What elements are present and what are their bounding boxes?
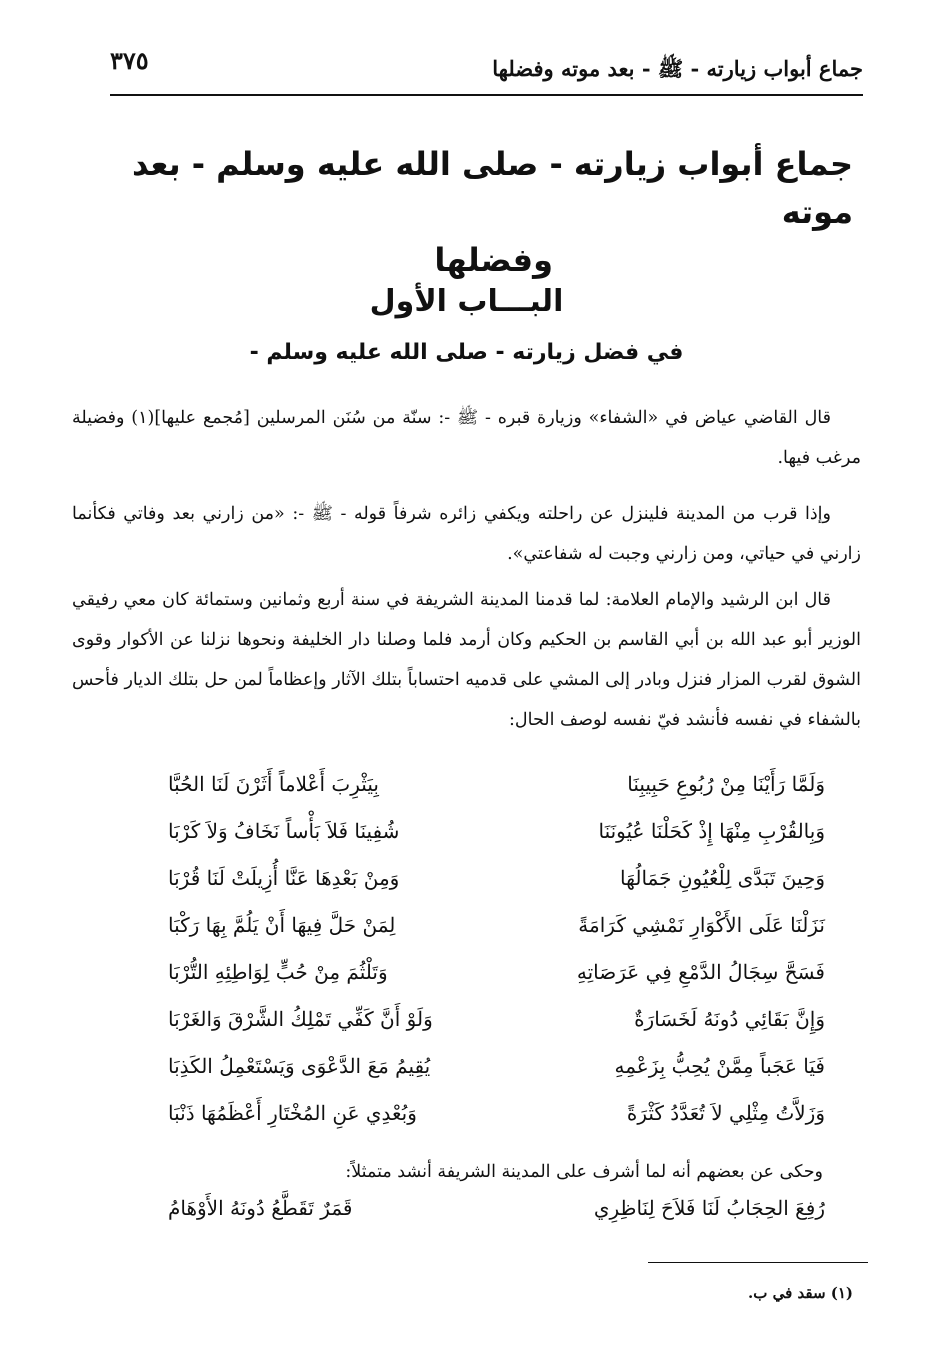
poem-2 [108, 1196, 825, 1243]
main-title [80, 140, 853, 284]
main-title-line-2: وفضلها [434, 241, 553, 279]
footnote: (١) سقد في ب. [748, 1284, 853, 1302]
chapter-subtitle: في فضل زيارته - صلى الله عليه وسلم - [249, 340, 684, 365]
verse-second-hemistich: لِمَنْ حَلَّ فِيهَا أَنْ يَلُمَّ بِهَا رَكْبَا [168, 913, 396, 937]
paragraph-intro-verse: وحكى عن بعضهم أنه لما أشرف على المدينة الشريفة أنشد متمثلاً: [345, 1162, 823, 1182]
verse-first-hemistich: فَسَحَّ سِجَالُ الدَّمْعِ فِي عَرَصَاتِهِ [576, 960, 825, 984]
verse-second-hemistich: شُفِينَا فَلاَ بَأْساً نَخَافُ وَلاَ كَرْبَا [168, 819, 400, 843]
verse-first-hemistich: نَزَلْنَا عَلَى الأَكْوَارِ نَمْشِي كَرَامَةً [578, 913, 825, 937]
verse-first-hemistich: وَزَلاَّتُ مِثْلِي لاَ تُعَدَّدُ كَثْرَةً [626, 1101, 825, 1125]
verse [108, 1101, 825, 1148]
verse-first-hemistich: رُفِعَ الحِجَابُ لَنَا فَلاَحَ لِنَاظِرِي [593, 1196, 825, 1220]
verse-second-hemistich: وَلَوْ أَنَّ كَفِّي تَمْلِكُ الشَّرْقَ وَالغَرْبَا [168, 1007, 433, 1031]
running-header [110, 44, 863, 96]
verse-second-hemistich: يُقِيمُ مَعَ الدَّعْوَى وَيَسْتَعْمِلُ الكَذِبَا [168, 1054, 431, 1078]
paragraph: قال القاضي عياض في «الشفاء» وزيارة قبره - ﷺ -: سنّة من سُنَن المرسلين [مُجمع عليها](١) وفضيلة مرغب فيها. [72, 407, 861, 468]
verse-first-hemistich: وَحِينَ تَبَدَّى لِلْعُيُونِ جَمَالُهَا [620, 866, 825, 890]
verse-first-hemistich: وَلَمَّا رَأَيْنَا مِنْ رُبُوعِ حَبِيبِنَا [627, 772, 825, 796]
verse [108, 819, 825, 866]
verse-first-hemistich: فَيَا عَجَباً مِمَّنْ يُحِبُّ بِزَعْمِهِ [614, 1054, 825, 1078]
verse-second-hemistich: قَمَرٌ تَقَطَّعُ دُونَهُ الأَوْهَامُ [168, 1196, 353, 1220]
verse-second-hemistich: وَمِنْ بَعْدِهَا عَنَّا أُزِيلَتْ لَنَا قُرْبَا [168, 866, 400, 890]
verse [108, 960, 825, 1007]
verse [108, 1054, 825, 1101]
verse-second-hemistich: وَتَلْثُمَ مِنْ حُبٍّ لِوَاطِئِهِ التُّرْبَا [168, 960, 388, 984]
chapter-title: البـــاب الأول [369, 284, 564, 319]
main-title-line-1: جماع أبواب زيارته - صلى الله عليه وسلم - بعد موته [132, 145, 853, 231]
verse-second-hemistich: بِيَثْرِبَ أَعْلاماً أَثَرْنَ لَنَا الحُبَّا [168, 772, 379, 796]
verse-first-hemistich: وَإِنَّ بَقَائِي دُونَهُ لَخَسَارَةٌ [634, 1007, 825, 1031]
page-number: ٣٧٥ [110, 46, 149, 75]
paragraph: قال ابن الرشيد والإمام العلامة: لما قدمنا المدينة الشريفة في سنة أربع وثمانين وستمائة كان معي رفيقي الوزير أبو عبد الله بن أبي القاسم بن الحكيم وكان أرمد فلما وصلنا دار الخليفة ونحوها نزلنا عن الأكوار وقوى الشوق لقرب المزار فنزل وبادر إلى المشي على قدميه احتساباً بتلك الآثار وإعظاماً لمن حل بتلك الديار فأحس بالشفاء في نفسه فأنشد فيّ نفسه لوصف الحال: [72, 589, 861, 730]
verse [108, 866, 825, 913]
footnote-divider [648, 1262, 868, 1263]
verse [108, 913, 825, 960]
verse [108, 1196, 825, 1243]
verse [108, 772, 825, 819]
poem [108, 772, 825, 1148]
paragraph: وإذا قرب من المدينة فلينزل عن راحلته ويكفي زائره شرفاً قوله - ﷺ -: «من زارني بعد وفاتي فكأنما زارني في حياتي، ومن زارني وجبت له شفاعتي». [72, 503, 861, 564]
verse [108, 1007, 825, 1054]
verse-second-hemistich: وَبُعْدِي عَنِ المُخْتَارِ أَعْظَمُهَا ذَنْبَا [168, 1101, 417, 1125]
running-title: جماع أبواب زيارته - ﷺ - بعد موته وفضلها [492, 56, 863, 81]
verse-first-hemistich: وَبِالقُرْبِ مِنْهَا إِذْ كَحَلْنَا عُيُونَنَا [598, 819, 825, 843]
